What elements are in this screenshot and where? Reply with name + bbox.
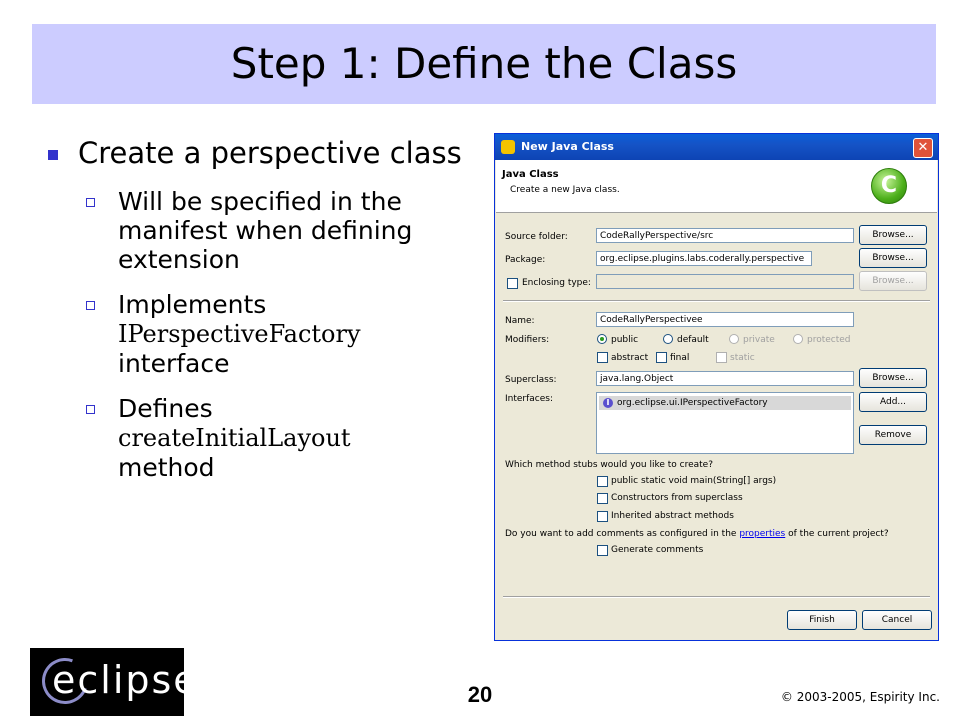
- separator: [503, 300, 930, 302]
- class-name-field[interactable]: CodeRallyPerspectivee: [596, 312, 854, 327]
- constructors-checkbox[interactable]: [597, 493, 608, 504]
- enclosing-type-label: Enclosing type:: [522, 278, 591, 288]
- interface-icon: I: [603, 398, 613, 408]
- browse-enclosing-button[interactable]: Browse...: [859, 271, 927, 291]
- final-label: final: [670, 353, 690, 363]
- remove-interface-button[interactable]: Remove: [859, 425, 927, 445]
- interfaces-list[interactable]: [596, 392, 854, 454]
- code-text: createInitialLayout: [118, 424, 351, 452]
- private-radio[interactable]: [729, 334, 739, 344]
- page-number: 20: [467, 682, 493, 707]
- comments-question: [505, 529, 889, 539]
- new-java-class-dialog: [494, 133, 939, 641]
- superclass-label: Superclass:: [505, 375, 557, 385]
- close-icon[interactable]: ✕: [913, 138, 933, 158]
- source-folder-label: Source folder:: [505, 232, 568, 242]
- comments-text: Do you want to add comments as configured in the: [505, 529, 737, 539]
- copyright: © 2003-2005, Espirity Inc.: [780, 690, 940, 704]
- final-checkbox[interactable]: [656, 352, 667, 363]
- sub-bullet-text: Defines: [118, 394, 213, 423]
- package-field[interactable]: org.eclipse.plugins.labs.coderally.perspective: [596, 251, 812, 266]
- eclipse-logo: [30, 648, 199, 716]
- properties-link[interactable]: properties: [739, 529, 786, 539]
- generate-comments-label: Generate comments: [611, 545, 704, 555]
- sub-bullet-item: [80, 187, 470, 274]
- banner-heading: Java Class: [502, 169, 559, 180]
- interface-name: org.eclipse.ui.IPerspectiveFactory: [617, 398, 768, 408]
- dialog-banner: [496, 160, 937, 213]
- java-class-icon: [501, 140, 515, 154]
- separator: [503, 596, 930, 598]
- default-radio[interactable]: [663, 334, 673, 344]
- banner-description: Create a new Java class.: [510, 185, 620, 195]
- enclosing-type-field[interactable]: [596, 274, 854, 289]
- code-text: IPerspectiveFactory: [118, 320, 361, 348]
- static-checkbox[interactable]: [716, 352, 727, 363]
- logo-text: eclipse: [52, 658, 199, 702]
- bullet-text: Create a perspective class: [78, 136, 462, 170]
- slide-title: Step 1: Define the Class: [230, 39, 738, 88]
- generate-comments-checkbox[interactable]: [597, 545, 608, 556]
- main-stub-label: public static void main(String[] args): [611, 476, 777, 486]
- browse-superclass-button[interactable]: Browse...: [859, 368, 927, 388]
- private-label: private: [743, 335, 775, 345]
- sub-bullet-text: Implements: [118, 290, 267, 319]
- slide-content: [40, 136, 470, 482]
- modifiers-label: Modifiers:: [505, 335, 550, 345]
- list-item[interactable]: [599, 396, 851, 410]
- constructors-label: Constructors from superclass: [611, 493, 743, 503]
- default-label: default: [677, 335, 709, 345]
- bullet-item: [40, 136, 470, 171]
- hollow-square-bullet-icon: [86, 405, 95, 414]
- package-label: Package:: [505, 255, 546, 265]
- name-label: Name:: [505, 316, 535, 326]
- sub-bullet-text: method: [118, 453, 215, 482]
- protected-radio[interactable]: [793, 334, 803, 344]
- browse-package-button[interactable]: Browse...: [859, 248, 927, 268]
- dialog-title: New Java Class: [521, 140, 614, 153]
- superclass-field[interactable]: java.lang.Object: [596, 371, 854, 386]
- protected-label: protected: [807, 335, 851, 345]
- square-bullet-icon: [48, 150, 58, 160]
- abstract-checkbox[interactable]: [597, 352, 608, 363]
- sub-bullet-item: [80, 290, 470, 378]
- abstract-label: abstract: [611, 353, 649, 363]
- enclosing-type-checkbox[interactable]: [507, 278, 518, 289]
- comments-text: of the current project?: [788, 529, 889, 539]
- dialog-titlebar[interactable]: [495, 134, 938, 160]
- sub-bullet-text: interface: [118, 349, 230, 378]
- browse-source-button[interactable]: Browse...: [859, 225, 927, 245]
- public-radio[interactable]: [597, 334, 607, 344]
- finish-button[interactable]: Finish: [787, 610, 857, 630]
- main-stub-checkbox[interactable]: [597, 476, 608, 487]
- add-interface-button[interactable]: Add...: [859, 392, 927, 412]
- cancel-button[interactable]: Cancel: [862, 610, 932, 630]
- sub-bullet-item: [80, 394, 470, 482]
- interfaces-label: Interfaces:: [505, 394, 554, 404]
- hollow-square-bullet-icon: [86, 301, 95, 310]
- inherited-checkbox[interactable]: [597, 511, 608, 522]
- inherited-label: Inherited abstract methods: [611, 511, 734, 521]
- sub-bullet-text: Will be specified in the manifest when defining extension: [118, 187, 413, 274]
- public-label: public: [611, 335, 639, 345]
- source-folder-field[interactable]: CodeRallyPerspective/src: [596, 228, 854, 243]
- static-label: static: [730, 353, 755, 363]
- class-wizard-icon: C: [871, 168, 907, 204]
- stubs-question: Which method stubs would you like to create?: [505, 460, 713, 470]
- hollow-square-bullet-icon: [86, 198, 95, 207]
